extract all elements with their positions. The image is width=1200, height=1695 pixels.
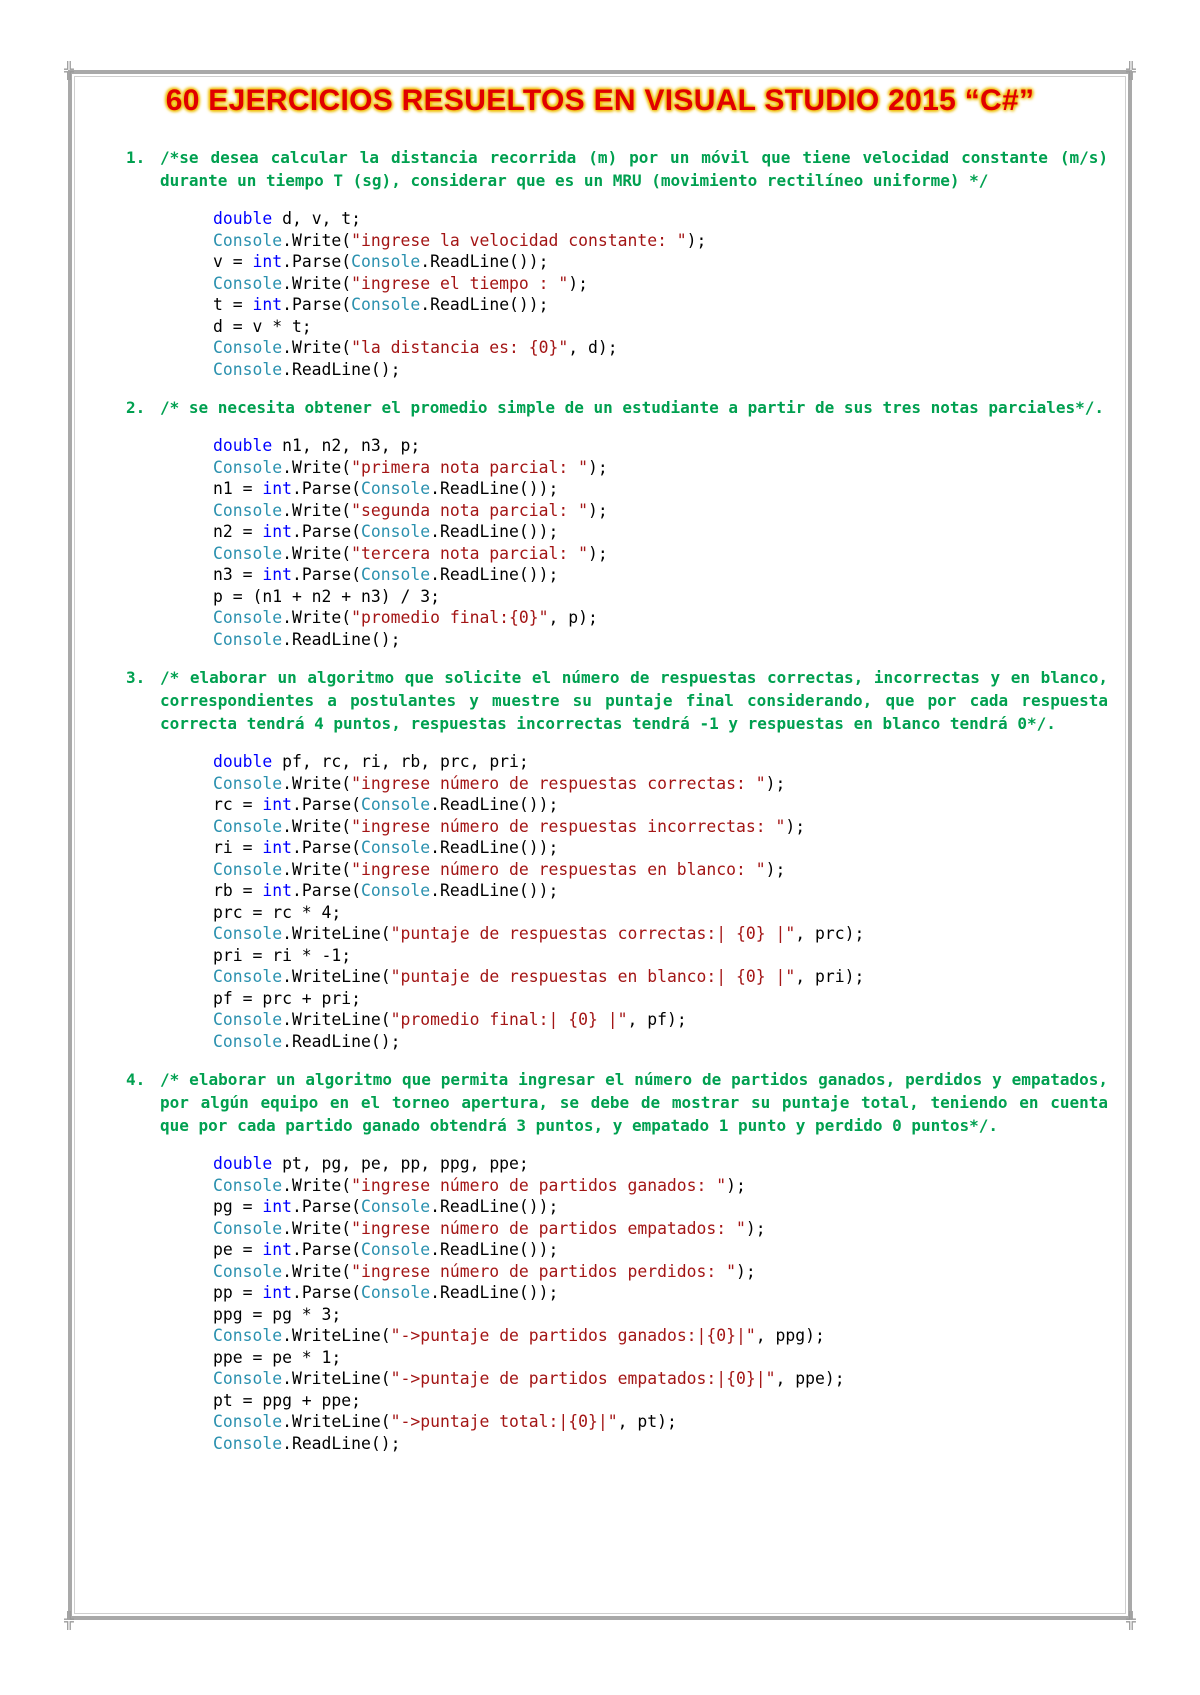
- code-token: Console: [213, 967, 283, 986]
- code-line: [213, 521, 1108, 543]
- code-token: double: [213, 1154, 273, 1173]
- code-token: , prc);: [795, 924, 865, 943]
- code-token: rc =: [213, 795, 263, 814]
- code-token: "ingrese número de partidos empatados: ": [351, 1218, 746, 1238]
- code-line: [213, 273, 1108, 295]
- code-token: "ingrese la velocidad constante: ": [351, 230, 687, 250]
- code-token: );: [686, 230, 707, 250]
- code-line: [213, 1261, 1108, 1283]
- exercise-description: /*se desea calcular la distancia recorrida (m) por un móvil que tiene velocidad constante (m/s) durante un tiempo T (sg), considerar que es un MRU (movimiento rectilíneo uniforme) */: [160, 148, 1108, 190]
- code-token: .ReadLine();: [282, 1031, 401, 1051]
- code-token: Console: [361, 1240, 431, 1259]
- code-token: v =: [213, 252, 253, 271]
- corner-ornament-icon: ╬: [64, 1611, 74, 1630]
- exercise-number: 3.: [126, 668, 146, 687]
- code-token: "ingrese número de respuestas en blanco: ": [351, 859, 766, 879]
- code-token: d, v, t;: [272, 209, 362, 228]
- code-token: rb =: [213, 881, 263, 900]
- code-token: Console: [361, 795, 431, 814]
- code-line: [213, 316, 1108, 338]
- code-token: .Write(: [282, 500, 352, 520]
- code-token: Console: [213, 1261, 283, 1281]
- code-token: Console: [361, 838, 431, 857]
- code-line: [213, 1218, 1108, 1240]
- code-token: Console: [213, 500, 283, 520]
- code-token: .Write(: [282, 608, 352, 627]
- code-token: .ReadLine());: [430, 1240, 559, 1259]
- code-token: "ingrese número de respuestas correctas: ": [351, 773, 766, 793]
- code-line: [213, 1009, 1108, 1031]
- exercise-description: /* se necesita obtener el promedio simple de un estudiante a partir de sus tres notas parciales*/.: [160, 398, 1105, 417]
- code-token: int: [252, 252, 283, 271]
- code-token: .ReadLine());: [430, 479, 559, 498]
- code-token: Console: [213, 629, 283, 649]
- code-token: "promedio final:{0}": [351, 608, 549, 627]
- code-token: Console: [213, 1369, 283, 1388]
- code-line: [213, 816, 1108, 838]
- code-token: Console: [213, 1326, 283, 1345]
- code-token: Console: [361, 565, 431, 584]
- code-token: .WriteLine(: [282, 1369, 391, 1388]
- exercise-item: [118, 146, 1108, 380]
- code-token: .Parse(: [291, 881, 362, 900]
- code-token: "ingrese el tiempo : ": [351, 273, 569, 293]
- code-token: , p);: [548, 608, 598, 627]
- code-line: [213, 629, 1108, 651]
- code-token: .WriteLine(: [282, 1326, 391, 1345]
- code-token: .Write(: [282, 338, 352, 357]
- page-title: 60 EJERCICIOS RESUELTOS EN VISUAL STUDIO 2015 “C#”: [165, 84, 1035, 117]
- code-line: [213, 1433, 1108, 1455]
- code-token: pt, pg, pe, pp, ppg, ppe;: [272, 1154, 529, 1173]
- code-line: [213, 923, 1108, 945]
- code-line: [213, 988, 1108, 1010]
- code-line: [213, 1411, 1108, 1433]
- code-token: "la distancia es: {0}": [351, 338, 569, 357]
- code-line: [213, 543, 1108, 565]
- code-token: .ReadLine();: [282, 1433, 401, 1453]
- code-line: [213, 773, 1108, 795]
- code-token: .ReadLine());: [420, 252, 549, 271]
- code-token: .ReadLine());: [430, 1197, 559, 1216]
- code-block: [213, 435, 1108, 650]
- code-line: [213, 1239, 1108, 1261]
- code-token: Console: [213, 543, 283, 563]
- code-line: [213, 208, 1108, 230]
- code-token: .Write(: [282, 816, 352, 836]
- code-token: .Write(: [282, 273, 352, 293]
- code-token: .Write(: [282, 543, 352, 563]
- code-token: , pf);: [627, 1010, 687, 1029]
- code-line: [213, 902, 1108, 924]
- code-line: [213, 586, 1108, 608]
- code-token: .Write(: [282, 230, 352, 250]
- code-token: .Write(: [282, 1261, 352, 1281]
- code-token: Console: [213, 773, 283, 793]
- code-token: "segunda nota parcial: ": [351, 500, 588, 520]
- code-token: .ReadLine());: [430, 795, 559, 814]
- code-line: [213, 1153, 1108, 1175]
- code-token: Console: [213, 859, 283, 879]
- code-token: , d);: [568, 338, 618, 357]
- exercise-number: 1.: [126, 148, 146, 167]
- exercise-item: [118, 666, 1108, 1052]
- code-line: [213, 457, 1108, 479]
- code-line: [213, 294, 1108, 316]
- exercise-list: [118, 146, 1108, 1470]
- code-token: n1 =: [213, 479, 263, 498]
- code-token: pf, rc, ri, rb, prc, pri;: [272, 752, 529, 771]
- code-token: Console: [213, 924, 283, 943]
- code-token: "puntaje de respuestas correctas:| {0} |": [390, 924, 796, 943]
- code-token: n3 =: [213, 565, 263, 584]
- code-token: .WriteLine(: [282, 1412, 391, 1431]
- code-line: [213, 837, 1108, 859]
- code-token: );: [765, 773, 786, 793]
- code-token: .ReadLine();: [282, 629, 401, 649]
- code-token: );: [785, 816, 806, 836]
- code-line: [213, 1196, 1108, 1218]
- code-token: );: [736, 1261, 756, 1281]
- code-token: .Write(: [282, 457, 352, 477]
- code-token: .ReadLine());: [430, 565, 559, 584]
- corner-ornament-icon: ╬: [1126, 1611, 1136, 1630]
- code-line: [213, 337, 1108, 359]
- code-token: Console: [213, 1031, 283, 1051]
- code-token: d = v * t;: [213, 316, 312, 336]
- code-token: Console: [213, 1433, 283, 1453]
- code-token: pf = prc + pri;: [213, 988, 362, 1008]
- code-token: n2 =: [213, 522, 263, 541]
- code-line: [213, 1390, 1108, 1412]
- code-line: [213, 1368, 1108, 1390]
- exercise-item: [118, 1068, 1108, 1454]
- code-token: Console: [213, 1412, 283, 1431]
- code-token: "tercera nota parcial: ": [351, 543, 588, 563]
- code-token: , pri);: [795, 967, 865, 986]
- code-token: .WriteLine(: [282, 924, 391, 943]
- code-token: Console: [361, 881, 431, 900]
- code-token: .ReadLine());: [430, 838, 559, 857]
- code-token: int: [262, 479, 292, 498]
- code-token: ri =: [213, 838, 263, 857]
- code-token: );: [588, 500, 608, 520]
- code-line: [213, 859, 1108, 881]
- code-line: [213, 1304, 1108, 1326]
- code-token: "ingrese número de partidos ganados: ": [351, 1175, 727, 1195]
- code-token: );: [765, 859, 786, 879]
- code-line: [213, 230, 1108, 252]
- code-token: .ReadLine());: [430, 1283, 559, 1302]
- code-token: .Write(: [282, 1218, 352, 1238]
- code-block: [213, 751, 1108, 1052]
- exercise-number: 2.: [126, 398, 146, 417]
- code-token: .ReadLine();: [282, 359, 401, 379]
- code-token: "promedio final:| {0} |": [390, 1010, 628, 1029]
- code-token: .Parse(: [291, 1283, 362, 1302]
- code-token: int: [262, 1283, 292, 1302]
- code-token: ppg = pg * 3;: [213, 1304, 342, 1324]
- code-token: double: [213, 436, 273, 455]
- code-token: .ReadLine());: [430, 881, 559, 900]
- code-token: .Write(: [282, 859, 352, 879]
- code-token: Console: [351, 252, 421, 271]
- code-line: [213, 1282, 1108, 1304]
- code-token: int: [262, 1240, 292, 1259]
- code-token: .Parse(: [291, 522, 362, 541]
- code-token: .Parse(: [291, 795, 362, 814]
- code-token: "puntaje de respuestas en blanco:| {0} |": [390, 967, 796, 986]
- code-token: , pt);: [617, 1412, 677, 1431]
- code-line: [213, 751, 1108, 773]
- code-token: int: [262, 522, 292, 541]
- code-token: Console: [213, 359, 283, 379]
- code-line: [213, 945, 1108, 967]
- code-token: Console: [361, 1197, 431, 1216]
- code-token: pp =: [213, 1283, 263, 1302]
- code-line: [213, 251, 1108, 273]
- code-token: int: [252, 295, 283, 314]
- code-token: .ReadLine());: [420, 295, 549, 314]
- exercise-number: 4.: [126, 1070, 146, 1089]
- code-token: );: [588, 543, 608, 563]
- code-token: Console: [213, 273, 283, 293]
- code-line: [213, 1175, 1108, 1197]
- code-token: .Parse(: [291, 479, 362, 498]
- exercise-description: /* elaborar un algoritmo que solicite el número de respuestas correctas, incorrectas y en blanco, correspondientes a postulantes y muestre su puntaje final considerando, que por cada respuesta correcta tendrá 4 puntos, respuestas incorrectas tendrá -1 y respuestas en blanco tendrá 0*/.: [160, 668, 1108, 733]
- code-token: prc = rc * 4;: [213, 902, 342, 922]
- code-token: ppe = pe * 1;: [213, 1347, 342, 1367]
- code-token: double: [213, 752, 273, 771]
- code-token: , ppg);: [755, 1326, 825, 1345]
- corner-ornament-icon: ╬: [1126, 61, 1136, 80]
- code-line: [213, 1325, 1108, 1347]
- code-token: Console: [213, 457, 283, 477]
- code-token: Console: [361, 522, 431, 541]
- code-token: Console: [213, 338, 283, 357]
- code-token: "->puntaje total:|{0}|": [390, 1412, 618, 1431]
- code-token: pri = ri * -1;: [213, 945, 352, 965]
- code-block: [213, 208, 1108, 380]
- code-token: .Write(: [282, 773, 352, 793]
- code-line: [213, 435, 1108, 457]
- code-token: Console: [213, 1010, 283, 1029]
- code-token: "primera nota parcial: ": [351, 457, 588, 477]
- code-line: [213, 359, 1108, 381]
- code-token: .Write(: [282, 1175, 352, 1195]
- code-token: Console: [213, 608, 283, 627]
- code-token: pg =: [213, 1197, 263, 1216]
- code-line: [213, 794, 1108, 816]
- code-token: int: [262, 881, 292, 900]
- code-token: Console: [213, 816, 283, 836]
- code-token: "ingrese número de respuestas incorrectas: ": [351, 816, 786, 836]
- code-token: );: [726, 1175, 746, 1195]
- code-token: .ReadLine());: [430, 522, 559, 541]
- code-token: "ingrese número de partidos perdidos: ": [351, 1261, 737, 1281]
- code-token: int: [262, 795, 292, 814]
- code-line: [213, 1347, 1108, 1369]
- corner-ornament-icon: ╬: [64, 61, 74, 80]
- code-line: [213, 880, 1108, 902]
- code-token: Console: [361, 1283, 431, 1302]
- code-token: .Parse(: [291, 1197, 362, 1216]
- code-token: .WriteLine(: [282, 1010, 391, 1029]
- code-token: t =: [213, 295, 253, 314]
- code-token: .Parse(: [282, 252, 352, 271]
- code-token: int: [262, 838, 292, 857]
- code-line: [213, 607, 1108, 629]
- code-token: .Parse(: [291, 565, 362, 584]
- code-token: );: [568, 273, 589, 293]
- code-token: p = (n1 + n2 + n3) / 3;: [213, 586, 440, 606]
- code-token: "->puntaje de partidos ganados:|{0}|": [390, 1326, 756, 1345]
- code-token: Console: [213, 1218, 283, 1238]
- code-token: int: [262, 565, 292, 584]
- code-token: , ppe);: [775, 1369, 845, 1388]
- code-token: );: [588, 457, 608, 477]
- code-token: Console: [213, 230, 283, 250]
- code-line: [213, 1031, 1108, 1053]
- code-token: pt = ppg + ppe;: [213, 1390, 362, 1410]
- exercise-item: [118, 396, 1108, 650]
- code-token: .Parse(: [282, 295, 352, 314]
- code-token: );: [745, 1218, 766, 1238]
- code-token: .Parse(: [291, 838, 362, 857]
- code-line: [213, 500, 1108, 522]
- code-token: Console: [351, 295, 421, 314]
- code-token: .WriteLine(: [282, 967, 391, 986]
- code-token: Console: [213, 1175, 283, 1195]
- code-token: int: [262, 1197, 292, 1216]
- code-block: [213, 1153, 1108, 1454]
- code-line: [213, 478, 1108, 500]
- code-token: .Parse(: [291, 1240, 362, 1259]
- code-token: "->puntaje de partidos empatados:|{0}|": [390, 1369, 776, 1388]
- code-line: [213, 564, 1108, 586]
- exercise-description: /* elaborar un algoritmo que permita ingresar el número de partidos ganados, perdidos y empatados, por algún equipo en el torneo apertura, se debe de mostrar su puntaje total, teniendo en cuenta que por cada partido ganado obtendrá 3 puntos, y empatado 1 punto y perdido 0 puntos*/.: [160, 1070, 1108, 1135]
- code-line: [213, 966, 1108, 988]
- code-token: n1, n2, n3, p;: [272, 436, 421, 455]
- code-token: double: [213, 209, 273, 228]
- code-token: Console: [361, 479, 431, 498]
- code-token: pe =: [213, 1240, 263, 1259]
